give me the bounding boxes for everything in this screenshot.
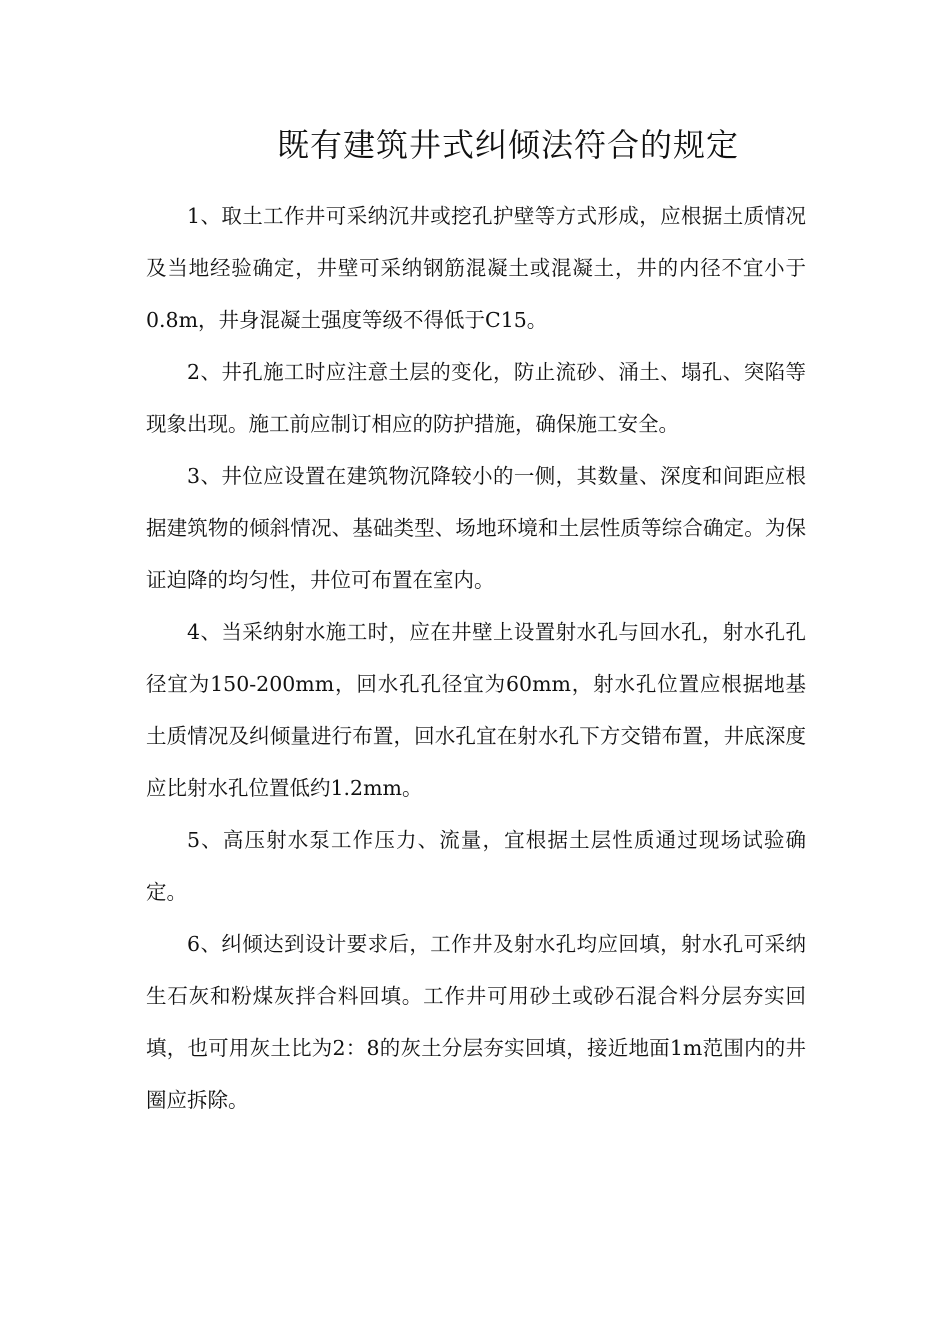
- paragraph-1: 1、取土工作井可采纳沉井或挖孔护壁等方式形成，应根据土质情况及当地经验确定，井壁可采纳钢筋混凝土或混凝土，井的内径不宜小于0.8m，井身混凝土强度等级不得低于C15。: [146, 204, 806, 332]
- document-title: 既有建筑井式纠倾法符合的规定: [276, 126, 739, 164]
- paragraph-5: 5、高压射水泵工作压力、流量，宜根据土层性质通过现场试验确定。: [146, 828, 806, 904]
- paragraph-6: 6、纠倾达到设计要求后，工作井及射水孔均应回填，射水孔可采纳生石灰和粉煤灰拌合料回填。工作井可用砂土或砂石混合料分层夯实回填，也可用灰土比为2：8的灰土分层夯实回填，接近地面1m范围内的井圈应拆除。: [146, 932, 806, 1112]
- paragraph-3: 3、井位应设置在建筑物沉降较小的一侧，其数量、深度和间距应根据建筑物的倾斜情况、基础类型、场地环境和土层性质等综合确定。为保证迫降的均匀性，井位可布置在室内。: [146, 464, 806, 592]
- paragraph-2: 2、井孔施工时应注意土层的变化，防止流砂、涌土、塌孔、突陷等现象出现。施工前应制订相应的防护措施，确保施工安全。: [146, 360, 806, 436]
- paragraph-4: 4、当采纳射水施工时，应在井壁上设置射水孔与回水孔，射水孔孔径宜为150-200mm，回水孔孔径宜为60mm，射水孔位置应根据地基土质情况及纠倾量进行布置，回水孔宜在射水孔下方交错布置，井底深度应比射水孔位置低约1.2mm。: [146, 620, 806, 800]
- document-body: [146, 190, 806, 1126]
